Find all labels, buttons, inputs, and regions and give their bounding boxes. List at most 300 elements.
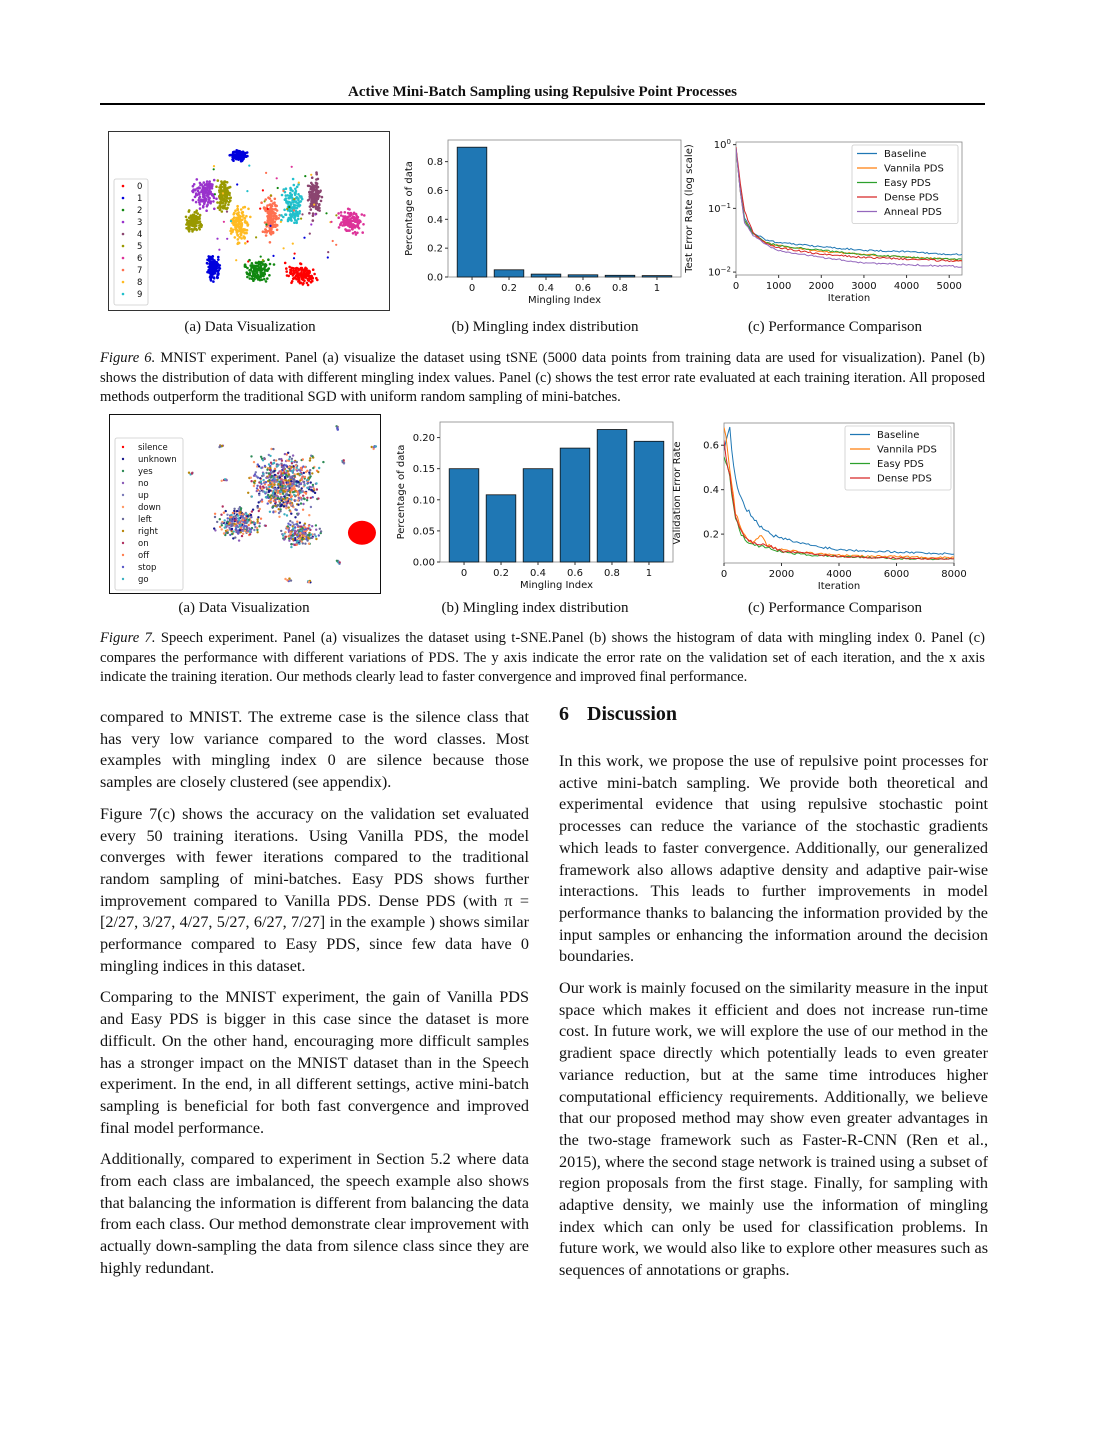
scatter-point — [295, 201, 298, 204]
scatter-point — [308, 196, 311, 199]
x-tick-label: 0.4 — [538, 283, 554, 294]
scatter-point — [273, 263, 276, 266]
fig6c-line-chart — [682, 132, 972, 310]
fig7c-line-chart — [672, 417, 972, 593]
scatter-point — [202, 206, 205, 209]
scatter-point — [240, 237, 243, 240]
scatter-point — [251, 275, 254, 278]
scatter-point — [291, 483, 293, 485]
scatter-point — [305, 538, 307, 540]
scatter-point — [242, 154, 245, 157]
scatter-point — [224, 478, 226, 480]
scatter-point — [293, 204, 296, 207]
scatter-point — [294, 219, 297, 222]
scatter-point — [293, 184, 296, 187]
scatter-point — [236, 183, 238, 185]
fig7-subcaption-c: (c) Performance Comparison — [747, 600, 923, 616]
scatter-point — [314, 213, 316, 215]
scatter-point — [213, 277, 216, 280]
scatter-point — [229, 186, 232, 189]
scatter-point — [311, 201, 314, 204]
scatter-point — [281, 485, 283, 487]
scatter-point — [249, 269, 252, 272]
scatter-point — [210, 200, 213, 203]
scatter-point — [198, 228, 201, 231]
scatter-point — [327, 251, 329, 253]
scatter-point — [292, 535, 294, 537]
scatter-point — [206, 184, 209, 187]
scatter-point — [296, 461, 298, 463]
scatter-point — [317, 497, 319, 499]
scatter-point — [287, 218, 290, 221]
bar — [642, 276, 672, 277]
scatter-point — [284, 531, 286, 533]
scatter-point — [308, 514, 310, 516]
scatter-point — [192, 199, 195, 202]
scatter-point — [299, 522, 301, 524]
scatter-point — [257, 520, 259, 522]
scatter-point — [315, 178, 318, 181]
scatter-point — [243, 236, 246, 239]
legend-marker — [122, 470, 124, 472]
scatter-point — [269, 482, 271, 484]
scatter-point — [265, 525, 267, 527]
scatter-point — [289, 532, 291, 534]
scatter-point — [283, 503, 285, 505]
scatter-point — [280, 488, 282, 490]
scatter-point — [237, 238, 240, 241]
legend-marker — [122, 221, 125, 224]
scatter-point — [294, 539, 296, 541]
scatter-point — [300, 530, 302, 532]
scatter-point — [268, 463, 270, 465]
scatter-point — [253, 461, 255, 463]
scatter-point — [290, 546, 292, 548]
scatter-point — [299, 470, 301, 472]
scatter-point — [288, 266, 291, 269]
fig7-caption-label: Figure 7. — [100, 630, 156, 646]
scatter-point — [203, 191, 206, 194]
scatter-point — [191, 228, 194, 231]
fig6-subcaption-c: (c) Performance Comparison — [747, 319, 923, 335]
scatter-point — [303, 526, 305, 528]
scatter-point — [222, 182, 225, 185]
scatter-point — [239, 226, 242, 229]
scatter-point — [238, 214, 241, 217]
bar — [486, 495, 516, 562]
scatter-point — [207, 255, 210, 258]
scatter-point — [303, 532, 305, 534]
scatter-point — [297, 197, 300, 200]
scatter-point — [239, 223, 242, 226]
scatter-point — [198, 217, 201, 220]
scatter-point — [288, 485, 290, 487]
scatter-point — [262, 459, 264, 461]
scatter-point — [276, 209, 279, 212]
scatter-point — [249, 216, 252, 219]
scatter-point — [261, 274, 264, 277]
scatter-point — [226, 532, 228, 534]
scatter-point — [195, 220, 198, 223]
scatter-point — [251, 262, 254, 265]
scatter-point — [283, 247, 285, 249]
fig7-caption-text: Speech experiment. Panel (a) visualizes the dataset using t-SNE.Panel (b) shows the histogram of data with mingling index 0. Panel (c) compares the performance with different variations of PDS. The y axis indicate the error rate on the validation set of each iteration, and the x axis indicate the training iteration. Our methods clearly lead to faster convergence and improved final performance. — [100, 630, 985, 685]
scatter-point — [236, 218, 239, 221]
scatter-point — [256, 527, 258, 529]
scatter-point — [299, 262, 302, 265]
scatter-point — [307, 270, 310, 273]
scatter-point — [240, 524, 242, 526]
scatter-point — [207, 271, 210, 274]
scatter-point — [311, 176, 314, 179]
scatter-point — [296, 211, 299, 214]
scatter-point — [269, 241, 272, 244]
scatter-point — [250, 455, 252, 457]
scatter-point — [218, 446, 220, 448]
scatter-point — [273, 470, 275, 472]
scatter-point — [273, 484, 275, 486]
scatter-point — [311, 455, 313, 457]
scatter-point — [277, 483, 279, 485]
scatter-point — [339, 561, 341, 563]
scatter-point — [231, 533, 233, 535]
scatter-point — [301, 213, 303, 215]
scatter-point — [241, 215, 244, 218]
scatter-point — [286, 475, 288, 477]
fig6a-scatter — [108, 131, 390, 311]
scatter-point — [270, 220, 273, 223]
scatter-point — [292, 201, 295, 204]
y-axis-label: Validation Error Rate — [672, 441, 683, 545]
scatter-point — [310, 208, 313, 211]
scatter-point — [232, 512, 234, 514]
scatter-point — [296, 470, 298, 472]
scatter-point — [343, 222, 346, 225]
legend-label: on — [138, 539, 149, 549]
scatter-point — [311, 189, 314, 192]
scatter-point — [318, 534, 320, 536]
scatter-point — [297, 204, 300, 207]
scatter-point — [210, 277, 213, 280]
scatter-point — [214, 193, 216, 195]
scatter-point — [205, 189, 208, 192]
scatter-point — [193, 222, 196, 225]
scatter-point — [217, 258, 220, 261]
scatter-point — [297, 514, 299, 516]
legend-label: go — [138, 575, 149, 585]
bar — [634, 441, 664, 562]
y-tick-label: 0.15 — [412, 464, 435, 476]
x-tick-label: 8000 — [941, 569, 967, 580]
scatter-point — [307, 185, 310, 188]
scatter-point — [232, 223, 235, 226]
scatter-point — [295, 523, 297, 525]
y-tick-label: 0.00 — [412, 557, 435, 569]
body-paragraph: In this work, we propose the use of repulsive point processes for active mini-batch sampling. We provide both theoretical and experimental evidence that using repulsive stochastic point processes can reduce the variance of the stochastic gradients which leads to faster convergence. Additionally, our generalized framework also allows adaptive density and adaptive pair-wise interactions. This leads to further improvements in model performance thanks to balancing the information provided by the input samples or enhancing the information around the decision boundaries. — [559, 752, 988, 966]
scatter-point — [247, 240, 249, 242]
scatter-point — [288, 197, 291, 200]
legend-label: Easy PDS — [884, 178, 931, 189]
scatter-point — [249, 277, 252, 280]
scatter-point — [250, 514, 252, 516]
scatter-point — [235, 515, 237, 517]
scatter-point — [262, 485, 264, 487]
scatter-point — [308, 277, 311, 280]
scatter-point — [342, 461, 344, 463]
bar — [605, 275, 635, 277]
scatter-point — [298, 486, 300, 488]
bar — [560, 448, 590, 562]
scatter-point — [258, 510, 260, 512]
legend-label: Dense PDS — [884, 192, 939, 204]
scatter-point — [317, 186, 320, 189]
scatter-point — [274, 474, 276, 476]
x-tick-label: 6000 — [883, 569, 910, 580]
scatter-point — [297, 481, 299, 483]
scatter-point — [247, 208, 250, 211]
scatter-point — [265, 496, 267, 498]
scatter-point — [212, 261, 215, 264]
scatter-point — [300, 482, 302, 484]
scatter-point — [217, 256, 220, 259]
y-tick-label: $10^0$ — [713, 138, 731, 152]
scatter-point — [195, 229, 198, 232]
scatter-point — [270, 200, 273, 203]
scatter-point — [285, 267, 288, 270]
scatter-point — [272, 490, 274, 492]
scatter-point — [192, 191, 195, 194]
scatter-point — [239, 218, 242, 221]
scatter-point — [223, 185, 226, 188]
scatter-point — [278, 498, 280, 500]
scatter-point — [319, 528, 321, 530]
scatter-point — [267, 196, 270, 199]
scatter-point — [285, 501, 287, 503]
scatter-point — [317, 206, 320, 209]
scatter-point — [290, 485, 292, 487]
fig6a-tsne-panel — [108, 131, 390, 311]
scatter-point — [248, 519, 250, 521]
scatter-point — [253, 485, 255, 487]
scatter-point — [265, 280, 268, 283]
scatter-point — [337, 216, 340, 219]
scatter-point — [239, 511, 241, 513]
scatter-point — [222, 205, 225, 208]
scatter-point — [270, 194, 272, 196]
scatter-point — [292, 274, 295, 277]
scatter-point — [338, 226, 341, 229]
scatter-point — [299, 532, 301, 534]
scatter-point — [302, 458, 304, 460]
scatter-point — [291, 190, 294, 193]
scatter-point — [206, 205, 209, 208]
y-tick-label: $10^{-1}$ — [707, 201, 731, 215]
scatter-point — [222, 505, 224, 507]
scatter-point — [299, 268, 302, 271]
legend-marker — [122, 458, 124, 460]
scatter-point — [261, 466, 263, 468]
scatter-point — [227, 521, 229, 523]
scatter-point — [288, 206, 290, 208]
scatter-point — [224, 188, 227, 191]
scatter-point — [272, 211, 275, 214]
scatter-point — [312, 268, 315, 271]
y-tick-label: 0.4 — [427, 214, 443, 226]
scatter-point — [325, 212, 327, 214]
legend-marker — [122, 530, 124, 532]
scatter-point — [264, 221, 267, 224]
scatter-point — [221, 480, 223, 482]
scatter-point — [220, 514, 222, 516]
scatter-point — [216, 274, 219, 277]
scatter-point — [258, 501, 260, 503]
scatter-point — [262, 263, 265, 266]
scatter-point — [199, 182, 202, 185]
y-axis-label: Percentage of data — [396, 444, 407, 540]
scatter-point — [285, 201, 288, 204]
scatter-point — [290, 504, 292, 506]
scatter-point — [272, 448, 274, 450]
scatter-point — [279, 493, 281, 495]
x-tick-label: 3000 — [851, 281, 877, 292]
scatter-point — [275, 459, 277, 461]
scatter-point — [303, 472, 305, 474]
scatter-point — [214, 513, 216, 515]
scatter-point — [281, 194, 284, 197]
scatter-point — [311, 472, 313, 474]
scatter-point — [286, 208, 288, 210]
scatter-point — [239, 529, 241, 531]
scatter-point — [243, 217, 246, 220]
legend-label: unknown — [138, 455, 177, 465]
scatter-point — [315, 482, 317, 484]
scatter-point — [232, 218, 235, 221]
scatter-point — [260, 518, 262, 520]
scatter-point — [256, 531, 258, 533]
scatter-point — [256, 270, 259, 273]
scatter-point — [235, 259, 237, 261]
scatter-point — [308, 212, 311, 215]
scatter-point — [285, 479, 287, 481]
scatter-point — [226, 514, 228, 516]
scatter-point — [304, 484, 306, 486]
scatter-point — [265, 172, 267, 174]
legend-label: Vannila PDS — [877, 444, 937, 456]
fig7b-bar-chart — [390, 417, 680, 593]
scatter-point — [193, 211, 196, 214]
scatter-point — [248, 524, 250, 526]
scatter-point — [301, 277, 304, 280]
scatter-point — [232, 213, 235, 216]
scatter-point — [298, 497, 300, 499]
scatter-point — [318, 467, 320, 469]
fig6-caption-text: MNIST experiment. Panel (a) visualize the dataset using tSNE (5000 data points from training data are used for visualization). Panel (b) shows the distribution of data with different mingling index values. Panel (c) shows the test error rate evaluated at each training iteration. All proposed methods outperform the traditional SGD with uniform random sampling of mini-batches. — [100, 350, 985, 405]
scatter-point — [304, 476, 306, 478]
scatter-point — [198, 192, 201, 195]
fig6-caption-label: Figure 6. — [100, 350, 156, 366]
scatter-point — [287, 481, 289, 483]
scatter-point — [186, 221, 189, 224]
scatter-point — [315, 535, 317, 537]
scatter-point — [285, 270, 288, 273]
scatter-point — [258, 465, 260, 467]
scatter-point — [297, 499, 299, 501]
legend-marker — [122, 482, 124, 484]
scatter-point — [235, 221, 238, 224]
scatter-point — [259, 269, 262, 272]
scatter-point — [263, 457, 265, 459]
scatter-point — [290, 217, 293, 220]
scatter-point — [259, 490, 261, 492]
scatter-point — [256, 487, 258, 489]
scatter-point — [320, 200, 323, 203]
scatter-point — [260, 480, 262, 482]
scatter-point — [291, 458, 293, 460]
fig6-caption — [100, 349, 985, 408]
scatter-point — [354, 231, 357, 234]
scatter-point — [288, 535, 290, 537]
scatter-point — [242, 211, 245, 214]
scatter-point — [223, 532, 225, 534]
scatter-point — [296, 270, 299, 273]
legend-label: Baseline — [877, 430, 920, 441]
scatter-point — [252, 264, 255, 267]
scatter-point — [234, 209, 237, 212]
bar — [523, 469, 553, 562]
scatter-point — [230, 220, 232, 222]
scatter-point — [268, 486, 270, 488]
scatter-point — [281, 460, 283, 462]
scatter-point — [261, 279, 264, 282]
scatter-point — [296, 521, 298, 523]
scatter-point — [291, 495, 293, 497]
left-column — [100, 707, 529, 1290]
scatter-point — [267, 258, 270, 261]
scatter-point — [254, 480, 256, 482]
scatter-point — [212, 280, 215, 283]
scatter-point — [234, 157, 237, 160]
y-tick-label: 0.4 — [703, 485, 719, 497]
scatter-point — [216, 201, 219, 204]
scatter-point — [315, 538, 317, 540]
scatter-point — [209, 185, 212, 188]
bar — [531, 274, 561, 277]
scatter-point — [236, 231, 239, 234]
scatter-point — [196, 178, 199, 181]
legend-marker — [122, 257, 125, 260]
scatter-point — [269, 511, 271, 513]
scatter-point — [234, 519, 236, 521]
legend-label: Easy PDS — [877, 459, 924, 470]
scatter-point — [269, 489, 271, 491]
scatter-point — [272, 462, 274, 464]
scatter-point — [293, 524, 295, 526]
scatter-point — [262, 490, 264, 492]
scatter-point — [265, 477, 267, 479]
scatter-point — [361, 231, 364, 234]
scatter-point — [308, 581, 310, 583]
scatter-point — [267, 208, 269, 210]
legend-label: 9 — [137, 290, 143, 300]
scatter-point — [270, 476, 272, 478]
scatter-point — [289, 456, 291, 458]
scatter-point — [290, 513, 292, 515]
scatter-point — [288, 201, 291, 204]
scatter-point — [255, 471, 257, 473]
y-tick-label: 0.0 — [427, 272, 443, 284]
scatter-point — [213, 208, 216, 211]
y-axis-label: Test Error Rate (log scale) — [684, 144, 695, 273]
